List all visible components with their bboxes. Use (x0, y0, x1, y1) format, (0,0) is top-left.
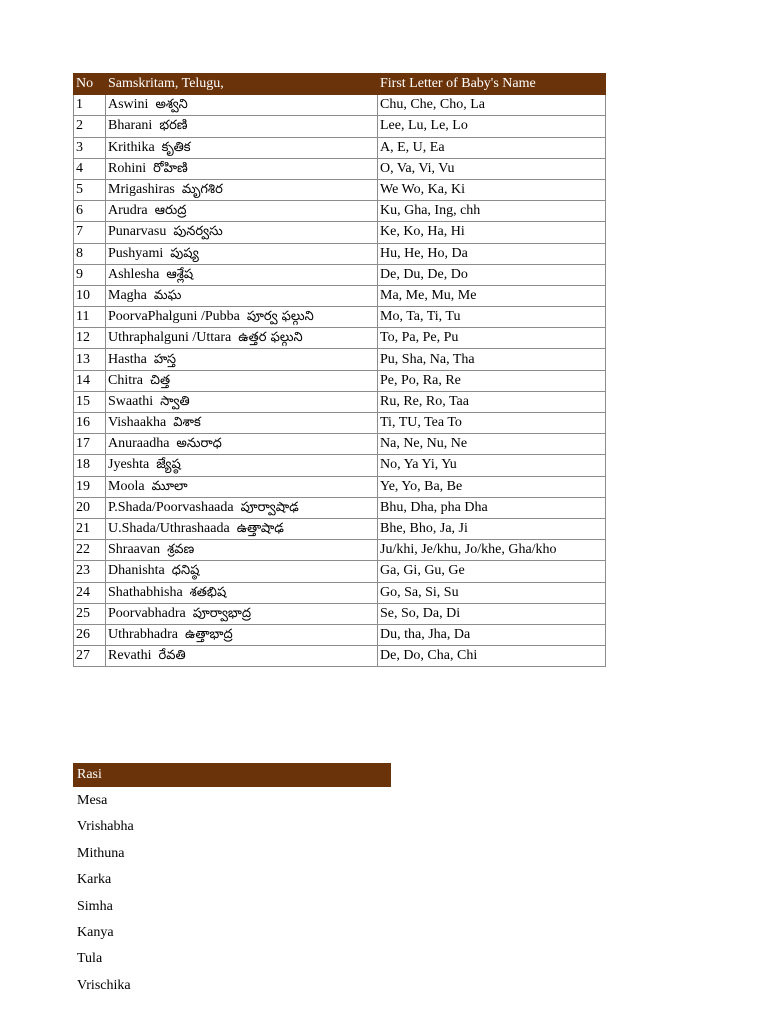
table-row (74, 137, 606, 158)
nakshatra-telugu: స్వాతి (160, 393, 190, 409)
first-letters: To, Pa, Pe, Pu (378, 328, 606, 349)
nakshatra-name: Rohini (108, 160, 147, 176)
table-row (74, 391, 606, 412)
row-number: 17 (74, 434, 106, 455)
nakshatra-name: Mrigashiras (108, 182, 175, 198)
first-letters: Hu, He, Ho, Da (378, 243, 606, 264)
table-row (74, 455, 606, 476)
row-number: 14 (74, 370, 106, 391)
row-number: 9 (74, 264, 106, 285)
row-number: 6 (74, 201, 106, 222)
table-row (74, 624, 606, 645)
nakshatra-name-cell (106, 307, 378, 328)
nakshatra-name: Ashlesha (108, 266, 160, 282)
nakshatra-telugu: హస్త (153, 351, 177, 367)
row-number: 2 (74, 116, 106, 137)
row-number: 20 (74, 497, 106, 518)
nakshatra-name: Shathabhisha (108, 584, 183, 600)
nakshatra-name: Moola (108, 478, 145, 494)
table-row (74, 95, 606, 116)
table-row (74, 285, 606, 306)
table-row (74, 434, 606, 455)
nakshatra-name: Pushyami (108, 245, 164, 261)
nakshatra-telugu: శ్రవణ (167, 542, 195, 558)
nakshatra-name: Shraavan (108, 542, 161, 558)
first-letters: O, Va, Vi, Vu (378, 158, 606, 179)
row-number: 23 (74, 561, 106, 582)
nakshatra-name-cell (106, 222, 378, 243)
nakshatra-name: Aswini (108, 97, 149, 113)
row-number: 8 (74, 243, 106, 264)
nakshatra-name-cell (106, 179, 378, 200)
nakshatra-name-cell (106, 328, 378, 349)
nakshatra-telugu: ఆశ్లేష (166, 266, 194, 282)
first-letters: Ti, TU, Tea To (378, 413, 606, 434)
row-number: 10 (74, 285, 106, 306)
nakshatra-telugu: ధనిష్ఠ (171, 563, 200, 579)
nakshatra-name: Jyeshta (108, 457, 150, 473)
first-letters: No, Ya Yi, Yu (378, 455, 606, 476)
first-letters: Pe, Po, Ra, Re (378, 370, 606, 391)
nakshatra-name: Dhanishta (108, 563, 165, 579)
row-number: 4 (74, 158, 106, 179)
nakshatra-name-cell (106, 285, 378, 306)
first-letters: Na, Ne, Nu, Ne (378, 434, 606, 455)
nakshatra-name-cell (106, 582, 378, 603)
rasi-item: Vrischika (77, 977, 131, 993)
column-header-name: Samskritam, Telugu, (106, 74, 378, 95)
table-row (74, 497, 606, 518)
table-row (74, 158, 606, 179)
table-row (74, 264, 606, 285)
table-row (74, 243, 606, 264)
nakshatra-name: Uthraphalguni /Uttara (108, 330, 232, 346)
nakshatra-telugu: పునర్వసు (173, 224, 223, 240)
rasi-item: Kanya (77, 924, 114, 940)
first-letters: A, E, U, Ea (378, 137, 606, 158)
nakshatra-name: Hastha (108, 351, 147, 367)
rasi-item: Tula (77, 951, 103, 967)
nakshatra-name-cell (106, 243, 378, 264)
nakshatra-name: Poorvabhadra (108, 605, 186, 621)
nakshatra-name-cell (106, 137, 378, 158)
nakshatra-name-cell (106, 455, 378, 476)
first-letters: Chu, Che, Cho, La (378, 95, 606, 116)
nakshatra-name: Vishaakha (108, 415, 167, 431)
first-letters: De, Do, Cha, Chi (378, 646, 606, 667)
nakshatra-telugu: అనురాధ (176, 436, 222, 452)
table-row (74, 201, 606, 222)
table-row (74, 307, 606, 328)
rasi-item: Vrishabha (77, 819, 134, 835)
nakshatra-telugu: కృతిక (161, 139, 191, 155)
first-letters: Pu, Sha, Na, Tha (378, 349, 606, 370)
nakshatra-telugu: విశాక (173, 415, 201, 431)
row-number: 16 (74, 413, 106, 434)
nakshatra-name: U.Shada/Uthrashaada (108, 521, 230, 537)
nakshatra-name-cell (106, 518, 378, 539)
row-number: 3 (74, 137, 106, 158)
nakshatra-name-cell (106, 624, 378, 645)
nakshatra-name-cell (106, 264, 378, 285)
first-letters: Ku, Gha, Ing, chh (378, 201, 606, 222)
table-row (74, 561, 606, 582)
nakshatra-telugu: రోహిణి (153, 160, 188, 176)
nakshatra-name-cell (106, 201, 378, 222)
nakshatra-name-cell (106, 434, 378, 455)
first-letters: Ju/khi, Je/khu, Jo/khe, Gha/kho (378, 540, 606, 561)
nakshatra-name: Uthrabhadra (108, 626, 178, 642)
table-row (74, 328, 606, 349)
nakshatra-name-cell (106, 603, 378, 624)
nakshatra-name: Anuraadha (108, 436, 170, 452)
row-number: 7 (74, 222, 106, 243)
first-letters: Ye, Yo, Ba, Be (378, 476, 606, 497)
nakshatra-telugu: మఘ (153, 287, 182, 303)
row-number: 12 (74, 328, 106, 349)
nakshatra-telugu: పూర్వాభాద్ర (192, 605, 252, 621)
table-row (74, 540, 606, 561)
nakshatra-telugu: పుష్య (170, 245, 199, 261)
nakshatra-name-cell (106, 413, 378, 434)
nakshatra-name: Arudra (108, 203, 148, 219)
first-letters: Du, tha, Jha, Da (378, 624, 606, 645)
column-header-letters: First Letter of Baby's Name (378, 74, 606, 95)
rasi-item: Simha (77, 898, 113, 914)
row-number: 26 (74, 624, 106, 645)
row-number: 11 (74, 307, 106, 328)
row-number: 1 (74, 95, 106, 116)
nakshatra-name-cell (106, 116, 378, 137)
table-row (74, 116, 606, 137)
nakshatra-name: P.Shada/Poorvashaada (108, 499, 234, 515)
nakshatra-telugu: జ్యేష్ఠ (156, 457, 181, 473)
nakshatra-name-cell (106, 646, 378, 667)
rasi-header: Rasi (73, 763, 391, 787)
nakshatra-telugu: మృగశిర (181, 182, 223, 198)
rasi-item: Mesa (77, 793, 108, 808)
nakshatra-name: Magha (108, 287, 147, 303)
nakshatra-name-cell (106, 158, 378, 179)
first-letters: Go, Sa, Si, Su (378, 582, 606, 603)
nakshatra-name-cell (106, 540, 378, 561)
column-header-no: No (74, 74, 106, 95)
nakshatra-name-cell (106, 391, 378, 412)
nakshatra-telugu: భరణి (159, 118, 188, 134)
row-number: 13 (74, 349, 106, 370)
first-letters: De, Du, De, Do (378, 264, 606, 285)
row-number: 22 (74, 540, 106, 561)
table-row (74, 476, 606, 497)
table-row (74, 413, 606, 434)
row-number: 15 (74, 391, 106, 412)
nakshatra-name-cell (106, 95, 378, 116)
table-row (74, 646, 606, 667)
nakshatra-telugu: మూలా (151, 478, 188, 494)
nakshatra-telugu: శతభిష (189, 584, 227, 600)
row-number: 27 (74, 646, 106, 667)
nakshatra-telugu: ఆరుద్ర (154, 203, 187, 219)
table-row (74, 518, 606, 539)
table-row (74, 603, 606, 624)
nakshatra-name: Krithika (108, 139, 155, 155)
nakshatra-name: Revathi (108, 648, 152, 664)
row-number: 24 (74, 582, 106, 603)
nakshatra-telugu: అశ్వని (155, 97, 188, 113)
nakshatra-name-cell (106, 476, 378, 497)
nakshatra-name-cell (106, 497, 378, 518)
first-letters: Ma, Me, Mu, Me (378, 285, 606, 306)
first-letters: Mo, Ta, Ti, Tu (378, 307, 606, 328)
table-row (74, 179, 606, 200)
nakshatra-name: Swaathi (108, 393, 154, 409)
rasi-item: Mithuna (77, 845, 125, 861)
row-number: 18 (74, 455, 106, 476)
nakshatra-telugu: రేవతి (158, 648, 186, 664)
table-row (74, 370, 606, 391)
rasi-item: Karka (77, 872, 112, 888)
table-row (74, 349, 606, 370)
rasi-list (77, 789, 134, 1000)
first-letters: Ru, Re, Ro, Taa (378, 391, 606, 412)
table-body (74, 95, 606, 667)
table-row (74, 222, 606, 243)
nakshatra-name-cell (106, 370, 378, 391)
nakshatra-telugu: పూర్వ ఫల్గుని (246, 309, 314, 325)
nakshatra-name-cell (106, 349, 378, 370)
first-letters: Ga, Gi, Gu, Ge (378, 561, 606, 582)
nakshatra-name: Chitra (108, 372, 143, 388)
nakshatra-name: Bharani (108, 118, 153, 134)
nakshatra-name: Punarvasu (108, 224, 167, 240)
row-number: 5 (74, 179, 106, 200)
row-number: 25 (74, 603, 106, 624)
nakshatra-telugu: పూర్వాషాఢ (240, 499, 299, 515)
nakshatra-name: PoorvaPhalguni /Pubba (108, 309, 240, 325)
table-row (74, 582, 606, 603)
nakshatra-telugu: ఉత్తాషాఢ (236, 521, 284, 537)
first-letters: Lee, Lu, Le, Lo (378, 116, 606, 137)
nakshatra-telugu: ఉత్తాభాద్ర (184, 626, 233, 642)
nakshatra-name-cell (106, 561, 378, 582)
first-letters: Bhu, Dha, pha Dha (378, 497, 606, 518)
nakshatra-telugu: చిత్త (150, 372, 171, 388)
first-letters: Se, So, Da, Di (378, 603, 606, 624)
row-number: 19 (74, 476, 106, 497)
first-letters: Bhe, Bho, Ja, Ji (378, 518, 606, 539)
first-letters: Ke, Ko, Ha, Hi (378, 222, 606, 243)
row-number: 21 (74, 518, 106, 539)
nakshatra-telugu: ఉత్తర ఫల్గుని (238, 330, 303, 346)
first-letters: We Wo, Ka, Ki (378, 179, 606, 200)
table-header-row (74, 74, 606, 95)
nakshatra-table (73, 73, 606, 667)
